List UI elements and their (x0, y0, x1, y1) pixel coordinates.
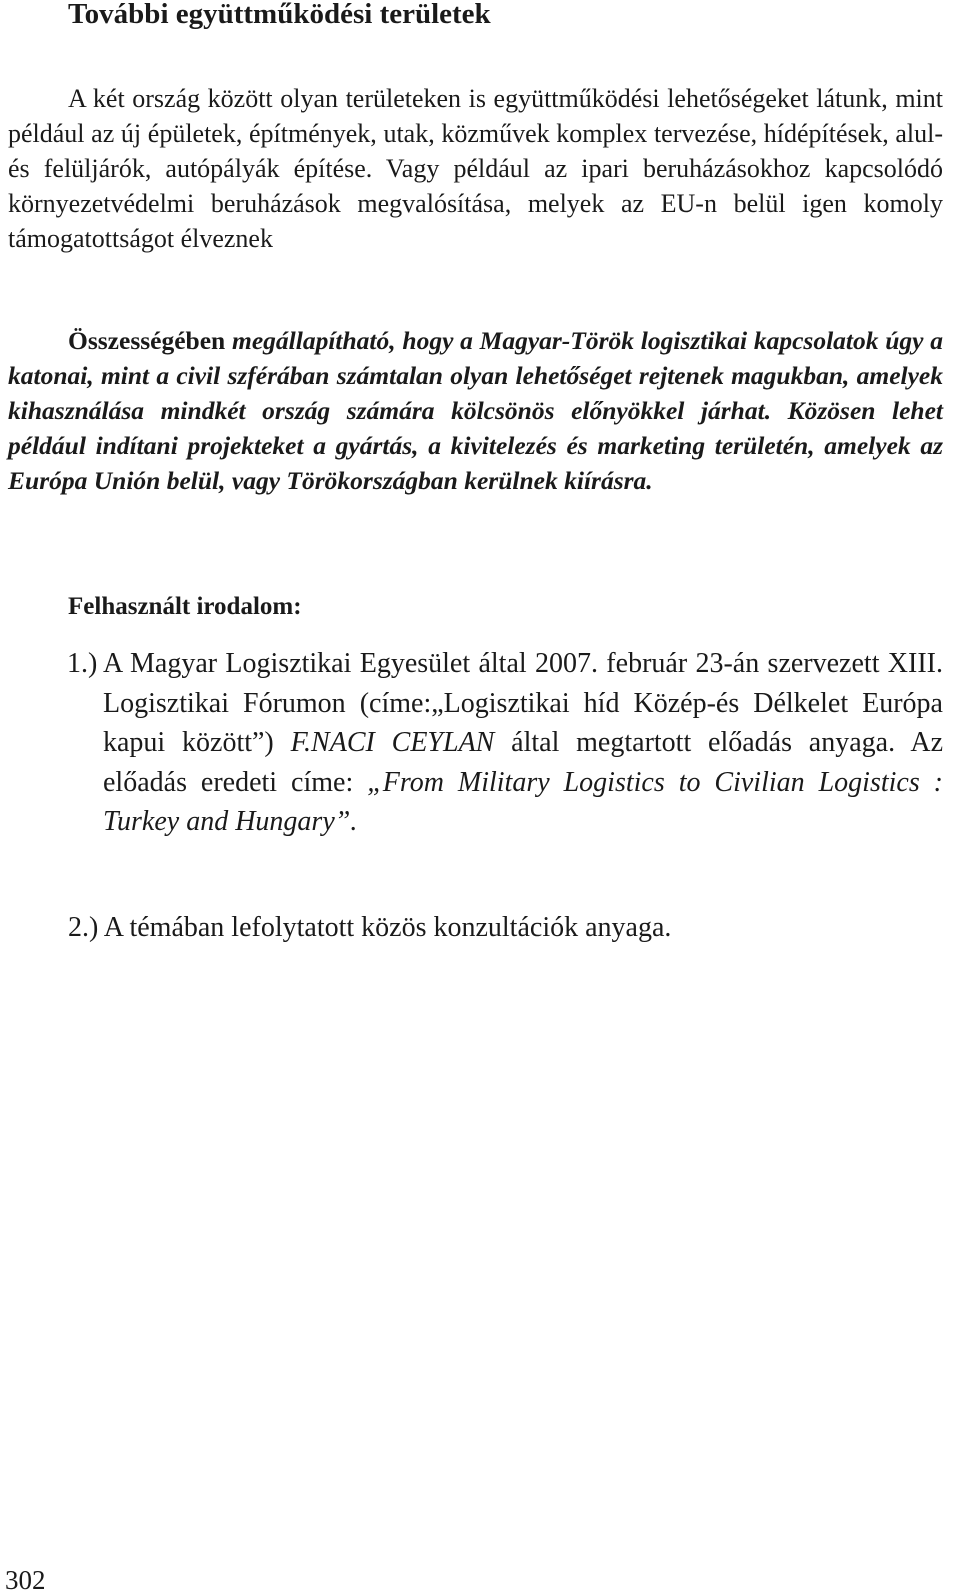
reference-1-author: F.NACI CEYLAN (290, 727, 495, 758)
reference-item-1 (67, 644, 944, 842)
paragraph-cooperation-areas (8, 81, 943, 256)
section-title: További együttműködési területek (68, 0, 491, 30)
reference-1-number: 1.) (67, 648, 98, 679)
reference-1-original-title: „From Military Logistics to Civilian Logistics : Turkey and Hungary”. (103, 766, 944, 837)
paragraph-cooperation-areas-text: A két ország között olyan területeken is együttműködési lehetőségeket látunk, mint például az új épületek, építmények, utak, közművek komplex tervezése, hídépítések, alul-és felüljárók, autópályák építése. Vagy például az ipari beruházásokhoz kapcsolódó környezetvédelmi beruházások megvalósítása, melyek az EU-n belül igen komoly támogatottságot élveznek (8, 84, 943, 253)
paragraph-summary (8, 323, 943, 498)
reference-1-text-part1: A Magyar Logisztikai Egyesület által 2007. február 23-án szervezett XIII. Logisztikai Fórumon (címe:„Logisztikai híd Közép-és Délkelet Európa kapui között”) (103, 648, 943, 758)
reference-1-text-part2: által megtartott előadás anyaga. Az előadás eredeti címe: (103, 727, 943, 798)
references-heading: Felhasznált irodalom: (68, 593, 302, 620)
summary-lead-word: Összességében (68, 326, 226, 355)
reference-item-2: 2.) A témában lefolytatott közös konzultációk anyaga. (68, 912, 672, 943)
page-number: 302 (5, 1565, 46, 1595)
summary-text: megállapítható, hogy a Magyar-Török logisztikai kapcsolatok úgy a katonai, mint a civil szférában számtalan olyan lehetőséget rejtenek magukban, amelyek kihasználása mindkét ország számára kölcsönös előnyökkel járhat. Közösen lehet például indítani projekteket a gyártás, a kivitelezés és marketing területén, amelyek az Európa Unión belül, vagy Törökországban kerülnek kiírásra. (8, 326, 943, 495)
